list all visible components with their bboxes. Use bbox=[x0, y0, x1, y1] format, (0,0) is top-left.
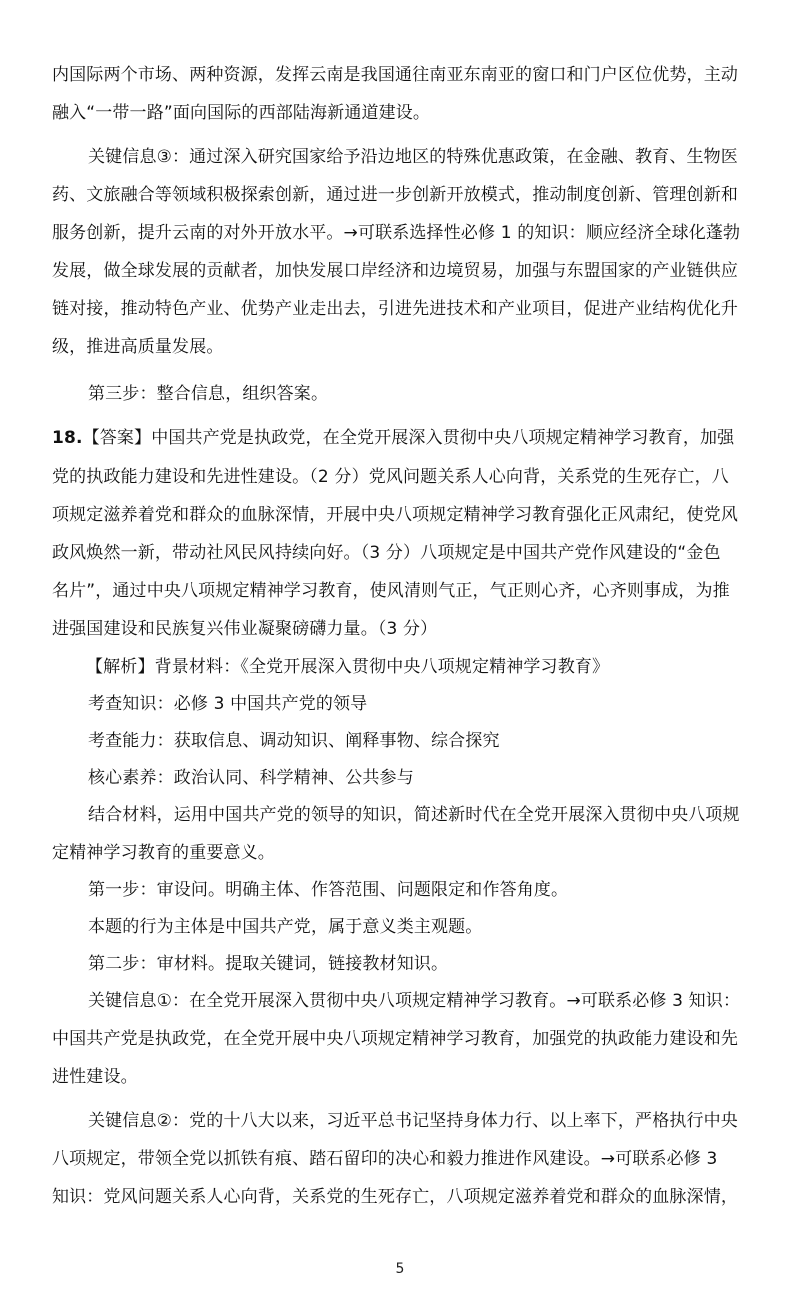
analysis-knowledge: 考查知识：必修 3 中国共产党的领导 bbox=[88, 694, 368, 714]
key-info-3-line: 关键信息③：通过深入研究国家给予沿边地区的特殊优惠政策，在金融、教育、生物医 bbox=[88, 147, 738, 167]
q18-first-line bbox=[52, 426, 752, 450]
key-info-3-line: 药、文旅融合等领域积极探索创新，通过进一步创新开放模式，推动制度创新、管理创新和 bbox=[52, 185, 738, 205]
analysis-background: 【解析】背景材料：《全党开展深入贯彻中央八项规定精神学习教育》 bbox=[86, 657, 610, 677]
key-info-2-line: 关键信息②：党的十八大以来，习近平总书记坚持身体力行、以上率下，严格执行中央 bbox=[88, 1111, 738, 1131]
answer-line: 政风焕然一新，带动社风民风持续向好。（3 分）八项规定是中国共产党作风建设的“金色 bbox=[52, 543, 721, 563]
analysis-literacy: 核心素养：政治认同、科学精神、公共参与 bbox=[88, 768, 414, 788]
key-info-1-line: 进性建设。 bbox=[52, 1067, 138, 1087]
key-info-3-line: 服务创新，提升云南的对外开放水平。→可联系选择性必修 1 的知识：顺应经济全球化蓬勃 bbox=[52, 223, 741, 243]
paragraph-line: 融入“一带一路”面向国际的西部陆海新通道建设。 bbox=[52, 103, 431, 123]
key-info-2-line: 八项规定，带领全党以抓铁有痕、踏石留印的决心和毅力推进作风建设。→可联系必修 3 bbox=[52, 1149, 718, 1169]
answer-line: 项规定滋养着党和群众的血脉深情，开展中央八项规定精神学习教育强化正风肃纪，使党风 bbox=[52, 505, 738, 525]
question-number: 18. bbox=[52, 428, 83, 448]
key-info-3-line: 链对接，推动特色产业、优势产业走出去，引进先进技术和产业项目，促进产业结构优化升 bbox=[52, 299, 738, 319]
answer-text: 中国共产党是执政党，在全党开展深入贯彻中央八项规定精神学习教育，加强 bbox=[151, 428, 735, 448]
paragraph-line: 内国际两个市场、两种资源，发挥云南是我国通往南亚东南亚的窗口和门户区位优势，主动 bbox=[52, 65, 738, 85]
key-info-3-line: 发展，做全球发展的贡献者，加快发展口岸经济和边境贸易，加强与东盟国家的产业链供应 bbox=[52, 261, 738, 281]
answer-line: 党的执政能力建设和先进性建设。（2 分）党风问题关系人心向背，关系党的生死存亡，八 bbox=[52, 467, 729, 487]
analysis-question-line: 定精神学习教育的重要意义。 bbox=[52, 843, 275, 863]
analysis-question-line: 结合材料，运用中国共产党的领导的知识，简述新时代在全党开展深入贯彻中央八项规 bbox=[88, 805, 740, 825]
step-two: 第二步：审材料。提取关键词，链接教材知识。 bbox=[88, 954, 449, 974]
subject-statement: 本题的行为主体是中国共产党，属于意义类主观题。 bbox=[88, 917, 483, 937]
page-number: 5 bbox=[395, 1261, 405, 1277]
answer-tag: 【答案】 bbox=[82, 428, 152, 448]
step-three: 第三步：整合信息，组织答案。 bbox=[88, 384, 329, 404]
answer-line: 名片”，通过中央八项规定精神学习教育，使风清则气正，气正则心齐，心齐则事成，为推 bbox=[52, 581, 730, 601]
step-one: 第一步：审设问。明确主体、作答范围、问题限定和作答角度。 bbox=[88, 880, 569, 900]
key-info-1-line: 中国共产党是执政党，在全党开展中央八项规定精神学习教育，加强党的执政能力建设和先 bbox=[52, 1029, 738, 1049]
analysis-ability: 考查能力：获取信息、调动知识、阐释事物、综合探究 bbox=[88, 731, 500, 751]
answer-line: 进强国建设和民族复兴伟业凝聚磅礴力量。（3 分） bbox=[52, 619, 438, 639]
key-info-3-line: 级，推进高质量发展。 bbox=[52, 337, 224, 357]
key-info-2-line: 知识：党风问题关系人心向背，关系党的生死存亡，八项规定滋养着党和群众的血脉深情， bbox=[52, 1187, 738, 1207]
key-info-1-line: 关键信息①：在全党开展深入贯彻中央八项规定精神学习教育。→可联系必修 3 知识： bbox=[88, 991, 741, 1011]
